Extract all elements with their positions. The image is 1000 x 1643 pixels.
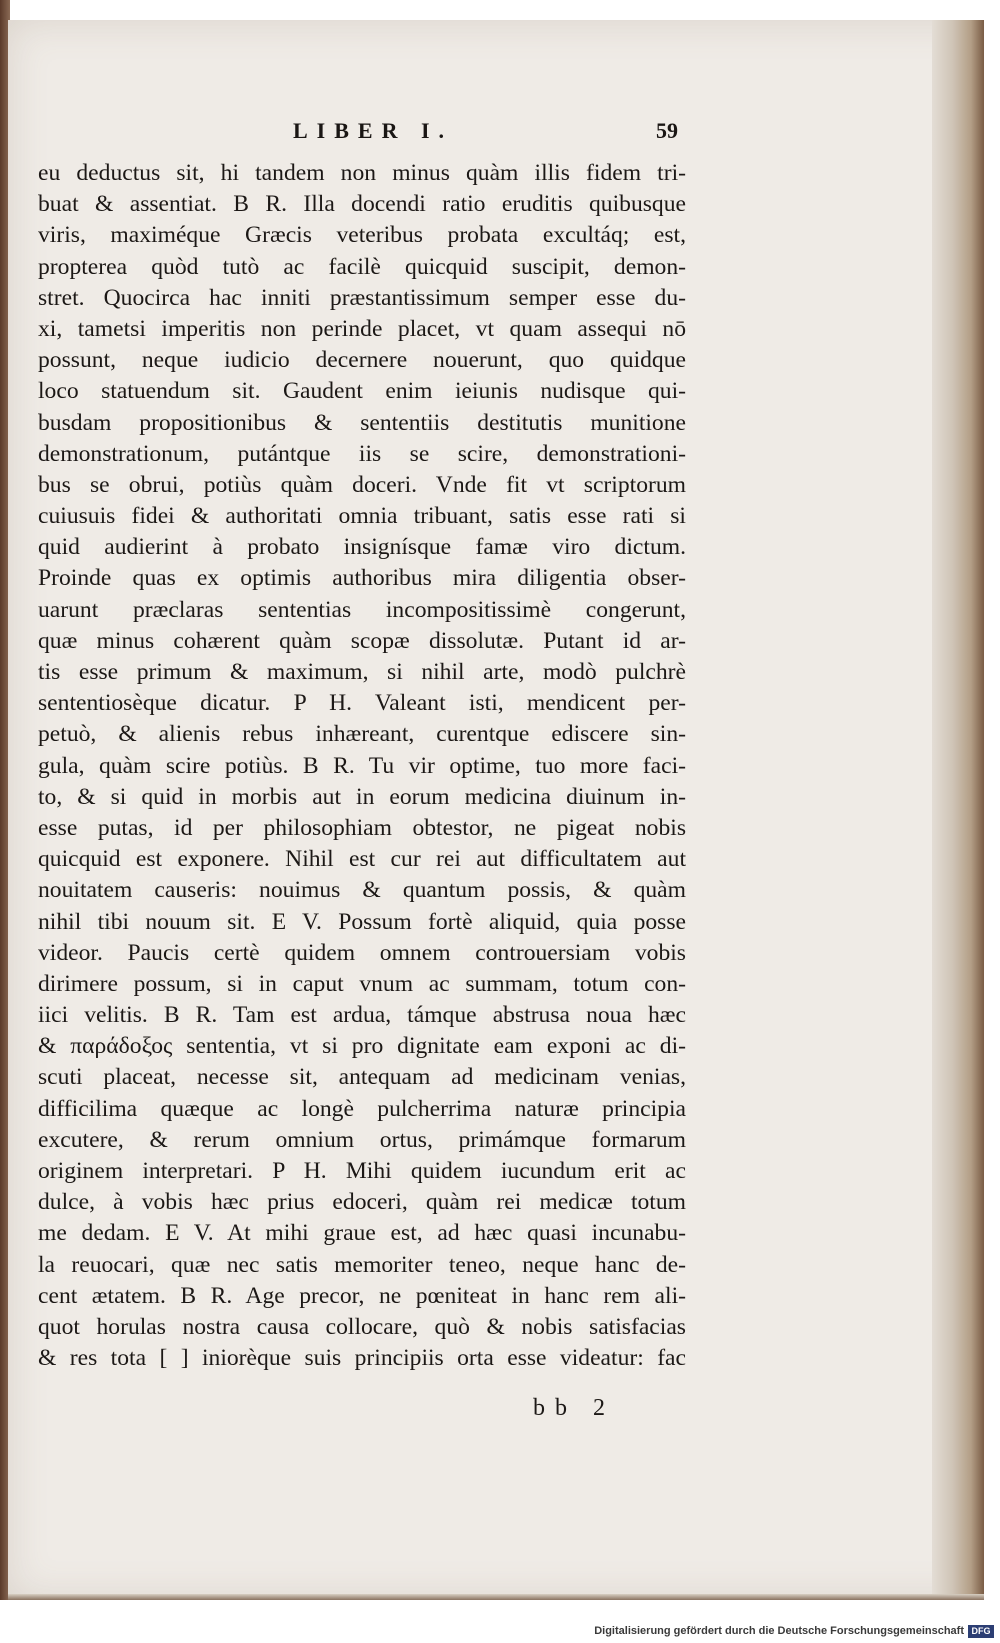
- text-line: uarunt præclaras sententias incompositissimè congerunt,: [38, 596, 686, 623]
- text-line: sententiosèque dicatur. P H. Valeant isti, mendicent per-: [38, 690, 686, 717]
- text-line: esse putas, id per philosophiam obtestor, ne pigeat nobis: [38, 814, 686, 841]
- text-line: cent ætatem. B R. Age precor, ne pœniteat in hanc rem ali-: [38, 1282, 686, 1309]
- text-line: dulce, à vobis hæc prius edoceri, quàm rei medicæ totum: [38, 1189, 686, 1216]
- text-line: & res tota [ ] iniorèque suis principiis orta esse videatur: fac: [38, 1345, 686, 1372]
- text-line: busdam propositionibus & sententiis destitutis munitione: [38, 409, 686, 436]
- text-line: & παράδοξος sententia, vt si pro dignitate eam exponi ac di-: [38, 1033, 686, 1060]
- running-head: [38, 118, 678, 154]
- text-line: eu deductus sit, hi tandem non minus quàm illis fidem tri-: [38, 160, 686, 186]
- text-line: buat & assentiat. B R. Illa docendi ratio eruditis quibusque: [38, 191, 686, 218]
- running-head-title: LIBER I.: [293, 118, 454, 143]
- text-line: gula, quàm scire potiùs. B R. Tu vir optime, tuo more faci-: [38, 752, 686, 779]
- text-line: bus se obrui, potiùs quàm doceri. Vnde fit vt scriptorum: [38, 471, 686, 498]
- text-line: to, & si quid in morbis aut in eorum medicina diuinum in-: [38, 783, 686, 810]
- signature-mark: bb 2: [533, 1395, 615, 1421]
- text-line: dirimere possum, si in caput vnum ac summam, totum con-: [38, 970, 686, 997]
- text-line: quid audierint à probato insignísque famæ viro dictum.: [38, 534, 686, 561]
- text-line: iici velitis. B R. Tam est ardua, támque abstrusa noua hæc: [38, 1002, 686, 1029]
- text-line: cuiusuis fidei & authoritati omnia tribuant, satis esse rati si: [38, 503, 686, 530]
- text-line: difficilima quæque ac longè pulcherrima naturæ principia: [38, 1095, 686, 1122]
- text-line: scuti placeat, necesse sit, antequam ad medicinam venias,: [38, 1064, 686, 1091]
- text-line: quicquid est exponere. Nihil est cur rei aut difficultatem aut: [38, 846, 686, 873]
- text-line: petuò, & alienis rebus inhæreant, curentque ediscere sin-: [38, 721, 686, 748]
- page-number: 59: [656, 118, 678, 143]
- text-line: propterea quòd tutò ac facilè quicquid suscipit, demon-: [38, 253, 686, 280]
- text-line: videor. Paucis certè quidem omnem controuersiam vobis: [38, 939, 686, 966]
- digitization-footer: [0, 1622, 1000, 1643]
- text-line: me dedam. E V. At mihi graue est, ad hæc quasi incunabu-: [38, 1220, 686, 1247]
- text-line: quot horulas nostra causa collocare, quò & nobis satisfacias: [38, 1313, 686, 1340]
- text-line: Proinde quas ex optimis authoribus mira diligentia obser-: [38, 565, 686, 592]
- text-line: quæ minus cohærent quàm scopæ dissolutæ. Putant id ar-: [38, 627, 686, 654]
- text-line: la reuocari, quæ nec satis memoriter teneo, neque hanc de-: [38, 1251, 686, 1278]
- text-line: possunt, neque iudicio decernere nouerunt, quo quidque: [38, 347, 686, 374]
- page-fore-edge: [932, 20, 984, 1600]
- text-line: tis esse primum & maximum, si nihil arte, modò pulchrè: [38, 659, 686, 685]
- text-line: loco statuendum sit. Gaudent enim ieiunis nudisque qui-: [38, 378, 686, 405]
- dfg-logo: DFG: [968, 1625, 994, 1638]
- text-line: xi, tametsi imperitis non perinde placet, vt quam assequi nō: [38, 315, 686, 342]
- book-page: [8, 20, 984, 1600]
- funding-credit: Digitalisierung gefördert durch die Deutsche Forschungsgemeinschaft: [594, 1625, 964, 1637]
- text-line: demonstrationum, putántque iis se scire, demonstrationi-: [38, 440, 686, 467]
- text-line: nihil tibi nouum sit. E V. Possum fortè aliquid, quia posse: [38, 908, 686, 935]
- text-line: stret. Quocirca hac inniti præstantissimum semper esse du-: [38, 284, 686, 311]
- text-line: viris, maximéque Græcis veteribus probata excultáq; est,: [38, 222, 686, 249]
- text-line: excutere, & rerum omnium ortus, primámque formarum: [38, 1126, 686, 1153]
- text-line: originem interpretari. P H. Mihi quidem iucundum erit ac: [38, 1158, 686, 1184]
- page-bottom-edge: [8, 1594, 984, 1600]
- text-line: nouitatem causeris: nouimus & quantum possis, & quàm: [38, 877, 686, 904]
- body-text: [38, 158, 686, 1374]
